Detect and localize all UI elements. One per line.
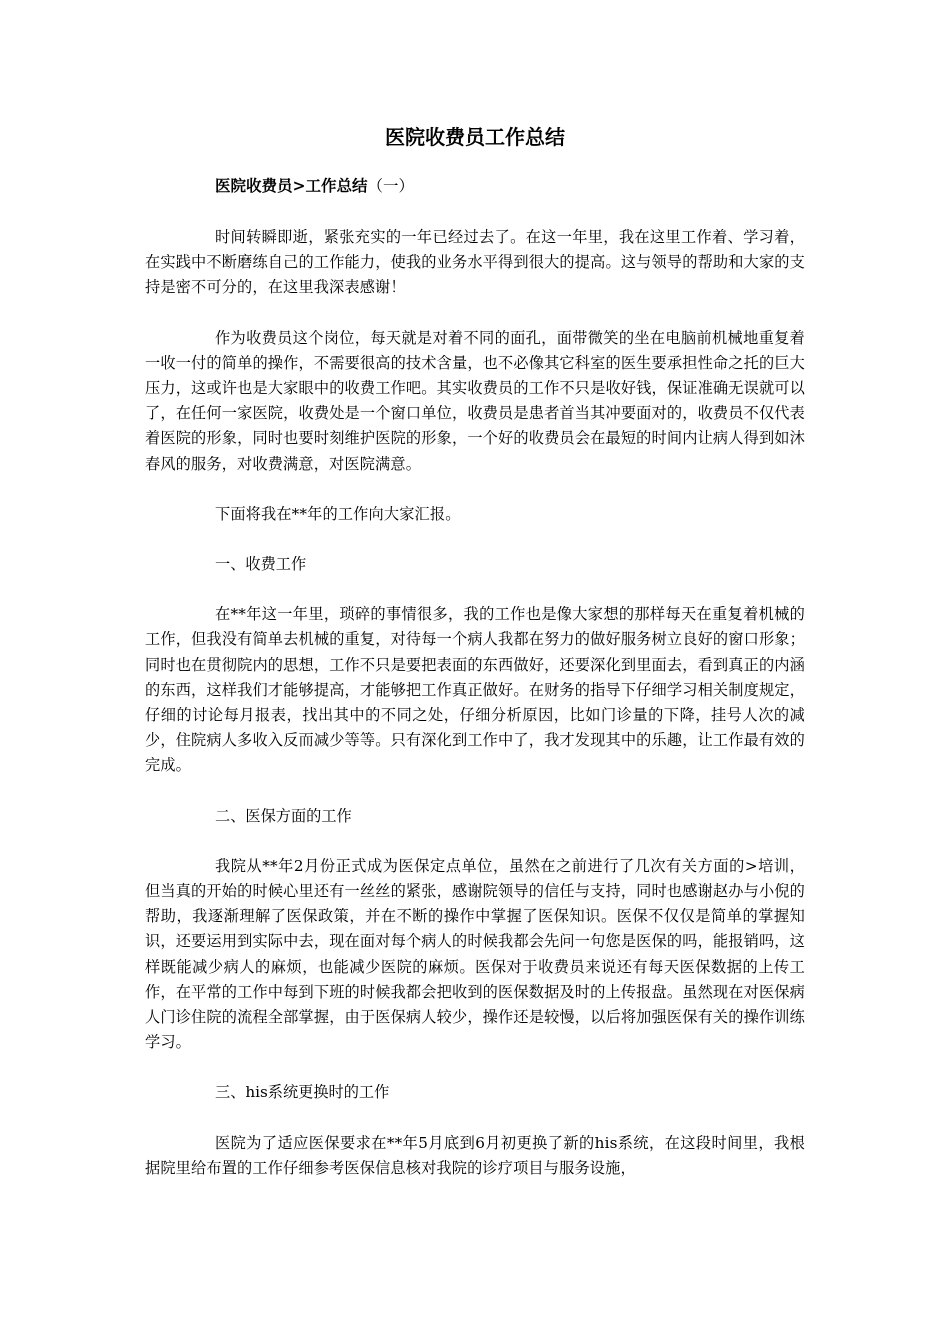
subtitle-bold-text: 医院收费员>工作总结 — [215, 176, 368, 195]
heading-charging-work: 一、收费工作 — [215, 555, 307, 574]
document-title: 医院收费员工作总结 — [385, 125, 565, 149]
paragraph-report-intro: 下面将我在**年的工作向大家汇报。 — [215, 504, 461, 523]
paragraph-role: 作为收费员这个岗位，每天就是对着不同的面孔，面带微笑的坐在电脑前机械地重复着一收一付的简单的操作，不需要很高的技术含量，也不必像其它科室的医生要承担性命之托的巨大压力，这或许也是大家眼中的收费工作吧。其实收费员的工作不只是收好钱，保证准确无误就可以了，在任何一家医院，收费处是一个窗口单位，收费员是患者首当其冲要面对的，收费员不仅代表着医院的形象，同时也要时刻维护医院的形象，一个好的收费员会在最短的时间内让病人得到如沐春风的服务，对收费满意，对医院满意。 — [145, 328, 805, 473]
paragraph-medical-insurance: 我院从**年2月份正式成为医保定点单位，虽然在之前进行了几次有关方面的>培训，但当真的开始的时候心里还有一丝丝的紧张，感谢院领导的信任与支持，同时也感谢赵办与小倪的帮助，我逐渐理解了医保政策，并在不断的操作中掌握了医保知识。医保不仅仅是简单的掌握知识，还要运用到实际中去，现在面对每个病人的时候我都会先问一句您是医保的吗，能报销吗，这样既能减少病人的麻烦，也能减少医院的麻烦。医保对于收费员来说还有每天医保数据的上传工作，在平常的工作中每到下班的时候我都会把收到的医保数据及时的上传报盘。虽然现在对医保病人门诊住院的流程全部掌握，由于医保病人较少，操作还是较慢，以后将加强医保有关的操作训练学习。 — [145, 856, 805, 1052]
paragraph-his-system: 医院为了适应医保要求在**年5月底到6月初更换了新的his系统，在这段时间里，我根据院里给布置的工作仔细参考医保信息核对我院的诊疗项目与服务设施， — [145, 1133, 805, 1177]
subtitle-number: （一） — [367, 177, 415, 195]
paragraph-intro: 时间转瞬即逝，紧张充实的一年已经过去了。在这一年里，我在这里工作着、学习着，在实践中不断磨练自己的工作能力，使我的业务水平得到很大的提高。这与领导的帮助和大家的支持是密不可分的，在这里我深表感谢！ — [145, 228, 805, 297]
heading-medical-insurance: 二、医保方面的工作 — [215, 806, 352, 825]
section-subtitle — [215, 174, 414, 198]
heading-his-system: 三、his系统更换时的工作 — [215, 1083, 390, 1102]
paragraph-charging-work: 在**年这一年里，琐碎的事情很多，我的工作也是像大家想的那样每天在重复着机械的工作，但我没有简单去机械的重复，对待每一个病人我都在努力的做好服务树立良好的窗口形象；同时也在贯彻院内的思想，工作不只是要把表面的东西做好，还要深化到里面去，看到真正的内涵的东西，这样我们才能够提高，才能够把工作真正做好。在财务的指导下仔细学习相关制度规定，仔细的讨论每月报表，找出其中的不同之处，仔细分析原因，比如门诊量的下降，挂号人次的减少，住院病人多收入反而减少等等。只有深化到工作中了，我才发现其中的乐趣，让工作最有效的完成。 — [145, 605, 805, 775]
document-body — [145, 225, 805, 1206]
